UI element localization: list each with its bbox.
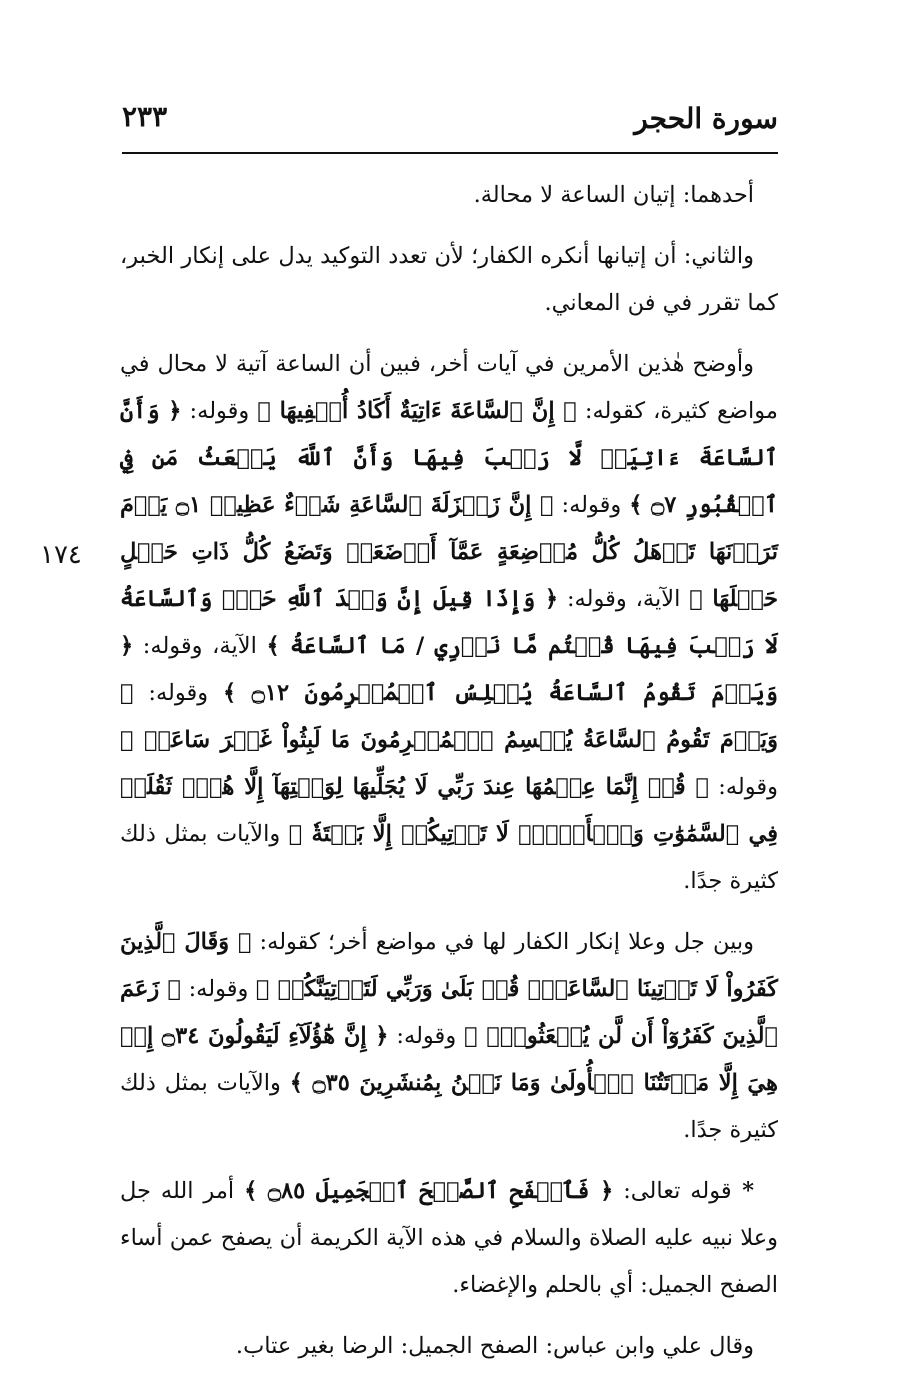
body-text: وأوضح هٰذين الأمرين في آيات أخر، فبين أن الساعة آتية لا محال في مواضع كثيرة، كقوله: xyxy=(120,351,778,424)
paragraph xyxy=(120,919,778,1154)
body-text: وبين جل وعلا إنكار الكفار لها في مواضع أخر؛ كقوله: xyxy=(251,929,754,955)
quran-verse: ﴿ قُلۡ إِنَّمَا عِلۡمُهَا عِندَ رَبِّي لَا يُجَلِّيهَا لِوَقۡتِهَآ إِلَّا هُوَۚ ثَقُلَتۡ فِي ٱلسَّمَٰوَٰتِ وَٱلۡأَرۡضِۚ لَا تَأۡتِيكُمۡ إِلَّا بَغۡتَةٗ ﴾ xyxy=(120,774,778,847)
quran-verse: ﴿ وَيَوۡمَ تَقُومُ ٱلسَّاعَةُ يُقۡسِمُ ٱلۡمُجۡرِمُونَ مَا لَبِثُواْ غَيۡرَ سَاعَةٖ ﴾ xyxy=(120,680,778,753)
body-text: قوله تعالى: xyxy=(613,1178,732,1204)
body-text: وقوله: xyxy=(388,1023,465,1049)
quran-verse: ﴿ إِنَّ ٱلسَّاعَةَ ءَاتِيَةٌ أَكَادُ أُخۡفِيهَا ﴾ xyxy=(257,398,577,424)
section-marker: * xyxy=(731,1178,754,1204)
quran-verse: ﴿ إِنَّ هَٰٓؤُلَآءِ لَيَقُولُونَ ۝٣٤ إِنۡ هِيَ إِلَّا مَوۡتَتُنَا ٱلۡأُولَىٰ وَمَا نَحۡنُ بِمُنشَرِينَ ۝٣٥ ﴾ xyxy=(120,1023,778,1096)
body-text: والآيات بمثل ذلك كثيرة جدًا. xyxy=(120,821,778,894)
surah-title: سورة الحجر xyxy=(634,102,778,135)
paragraph xyxy=(120,341,778,905)
quran-verse: ﴿ وَيَوۡمَ تَقُومُ ٱلسَّاعَةُ يُبۡلِسُ ٱلۡمُجۡرِمُونَ ۝١٢ ﴾ xyxy=(120,633,778,706)
body-text: أمر الله جل وعلا نبيه عليه الصلاة والسلام في هذه الآية الكريمة أن يصفح عمن أساء الصفح الجميل: أي بالحلم والإغضاء. xyxy=(120,1178,778,1298)
quran-verse: ﴿ فَٱصۡفَحِ ٱلصَّفۡحَ ٱلۡجَمِيلَ ۝٨٥ ﴾ xyxy=(244,1178,614,1204)
paragraph xyxy=(120,1168,778,1309)
body-text: والثاني: أن إتيانها أنكره الكفار؛ لأن تعدد التوكيد يدل على إنكار الخبر، كما تقرر في فن المعاني. xyxy=(120,243,778,316)
body-text: الآية، وقوله: xyxy=(133,633,267,659)
page-header xyxy=(122,96,778,154)
paragraph xyxy=(120,1323,778,1370)
margin-page-reference: ١٧٤ xyxy=(40,540,82,570)
body-text: أحدهما: إتيان الساعة لا محالة. xyxy=(473,182,754,208)
body-text: الآية، وقوله: xyxy=(558,586,690,612)
page-number: ٢٣٣ xyxy=(122,100,168,133)
body-text: وقوله: xyxy=(709,774,778,800)
quran-verse: ﴿ وَإِذَا قِيلَ إِنَّ وَعۡدَ ٱللَّهِ حَقّٞ وَٱلسَّاعَةُ لَا رَيۡبَ فِيهَا قُلۡتُم مَّا نَدۡرِي / مَا ٱلسَّاعَةُ ﴾ xyxy=(120,586,778,659)
quran-verse: ﴿ إِنَّ زَلۡزَلَةَ ٱلسَّاعَةِ شَيۡءٌ عَظِيمٞ ۝١ يَوۡمَ تَرَوۡنَهَا تَذۡهَلُ كُلُّ مُرۡضِعَةٍ عَمَّآ أَرۡضَعَتۡ وَتَضَعُ كُلُّ ذَاتِ حَمۡلٍ حَمۡلَهَا ﴾ xyxy=(120,492,778,612)
quran-verse: ﴿ زَعَمَ ٱلَّذِينَ كَفَرُوٓاْ أَن لَّن يُبۡعَثُواْۚ ﴾ xyxy=(120,976,778,1049)
body-text: وقوله: xyxy=(133,680,223,706)
body-text: وقوله: xyxy=(181,976,256,1002)
paragraph xyxy=(120,233,778,327)
quran-verse: ﴿ وَأَنَّ ٱلسَّاعَةَ ءَاتِيَةٞ لَّا رَيۡبَ فِيهَا وَأَنَّ ٱللَّهَ يَبۡعَثُ مَن فِي ٱلۡقُبُورِ ۝٧ ﴾ xyxy=(120,398,778,518)
body-text: وقال علي وابن عباس: الصفح الجميل: الرضا بغير عتاب. xyxy=(235,1333,754,1359)
page-body xyxy=(120,172,778,1384)
paragraph xyxy=(120,172,778,219)
quran-verse: ﴿ وَقَالَ ٱلَّذِينَ كَفَرُواْ لَا تَأۡتِينَا ٱلسَّاعَةُۖ قُلۡ بَلَىٰ وَرَبِّي لَتَأۡتِيَنَّكُمۡ ﴾ xyxy=(120,929,778,1002)
body-text: وقوله: xyxy=(181,398,258,424)
body-text: وقوله: xyxy=(553,492,630,518)
body-text: والآيات بمثل ذلك كثيرة جدًا. xyxy=(120,1070,778,1143)
